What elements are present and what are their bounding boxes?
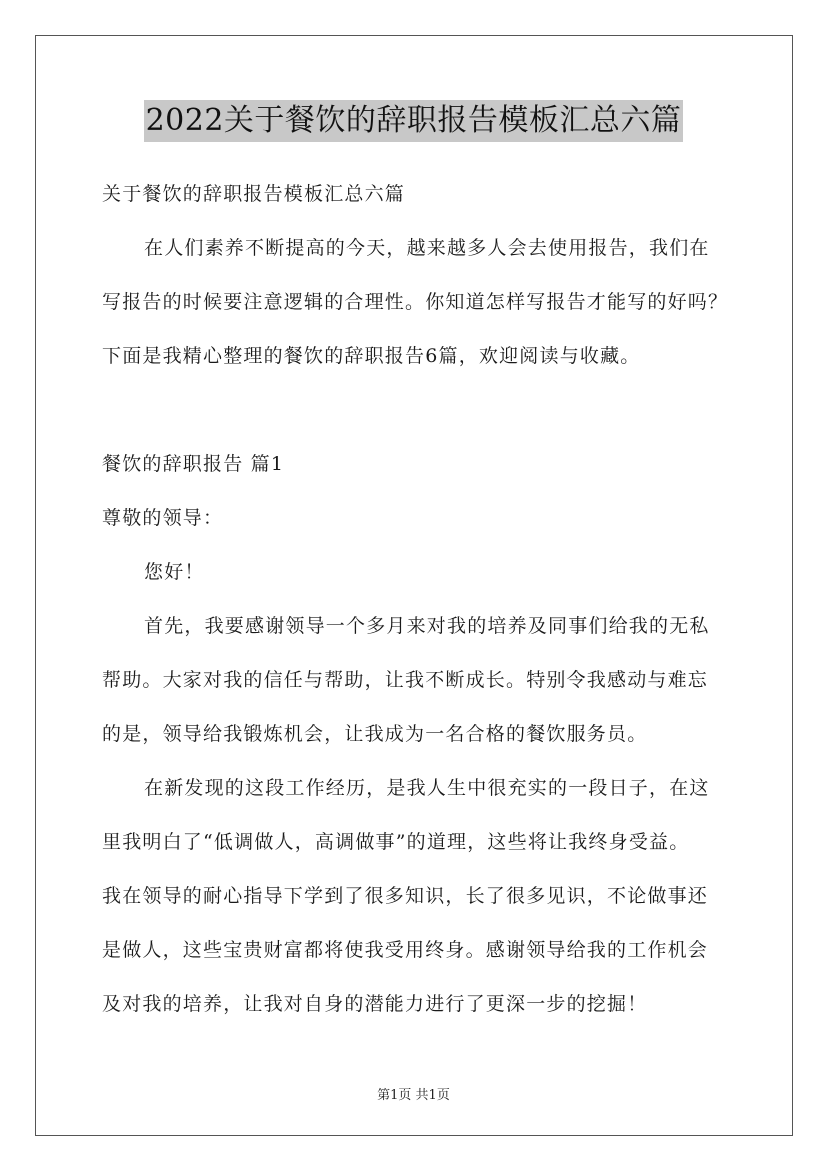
paragraph-line: 在新发现的这段工作经历，是我人生中很充实的一段日子，在这 [144, 777, 710, 799]
paragraph-line: 我在领导的耐心指导下学到了很多知识，长了很多见识，不论做事还 [102, 885, 709, 907]
paragraph-line: 及对我的培养，让我对自身的潜能力进行了更深一步的挖掘！ [102, 993, 648, 1015]
paragraph-line: 是做人，这些宝贵财富都将使我受用终身。感谢领导给我的工作机会 [102, 939, 709, 961]
salutation: 尊敬的领导： [102, 507, 224, 529]
page-number: 第1页 共1页 [377, 1088, 450, 1103]
paragraph-line: 首先，我要感谢领导一个多月来对我的培养及同事们给我的无私 [144, 615, 710, 637]
intro-line: 下面是我精心整理的餐饮的辞职报告6篇，欢迎阅读与收藏。 [102, 345, 641, 367]
intro-line: 在人们素养不断提高的今天，越来越多人会去使用报告，我们在 [144, 237, 710, 259]
paragraph-line: 的是，领导给我锻炼机会，让我成为一名合格的餐饮服务员。 [102, 723, 648, 745]
document-subtitle: 关于餐饮的辞职报告模板汇总六篇 [102, 183, 406, 205]
document-title: 2022关于餐饮的辞职报告模板汇总六篇 [144, 100, 684, 142]
section-heading: 餐饮的辞职报告 篇1 [102, 453, 285, 475]
title-container [0, 100, 827, 142]
paragraph-line: 帮助。大家对我的信任与帮助，让我不断成长。特别令我感动与难忘 [102, 669, 709, 691]
intro-line: 写报告的时候要注意逻辑的合理性。你知道怎样写报告才能写的好吗？ [102, 291, 729, 313]
greeting: 您好！ [144, 561, 205, 583]
paragraph-line: 里我明白了“低调做人，高调做事”的道理，这些将让我终身受益。 [102, 831, 690, 853]
